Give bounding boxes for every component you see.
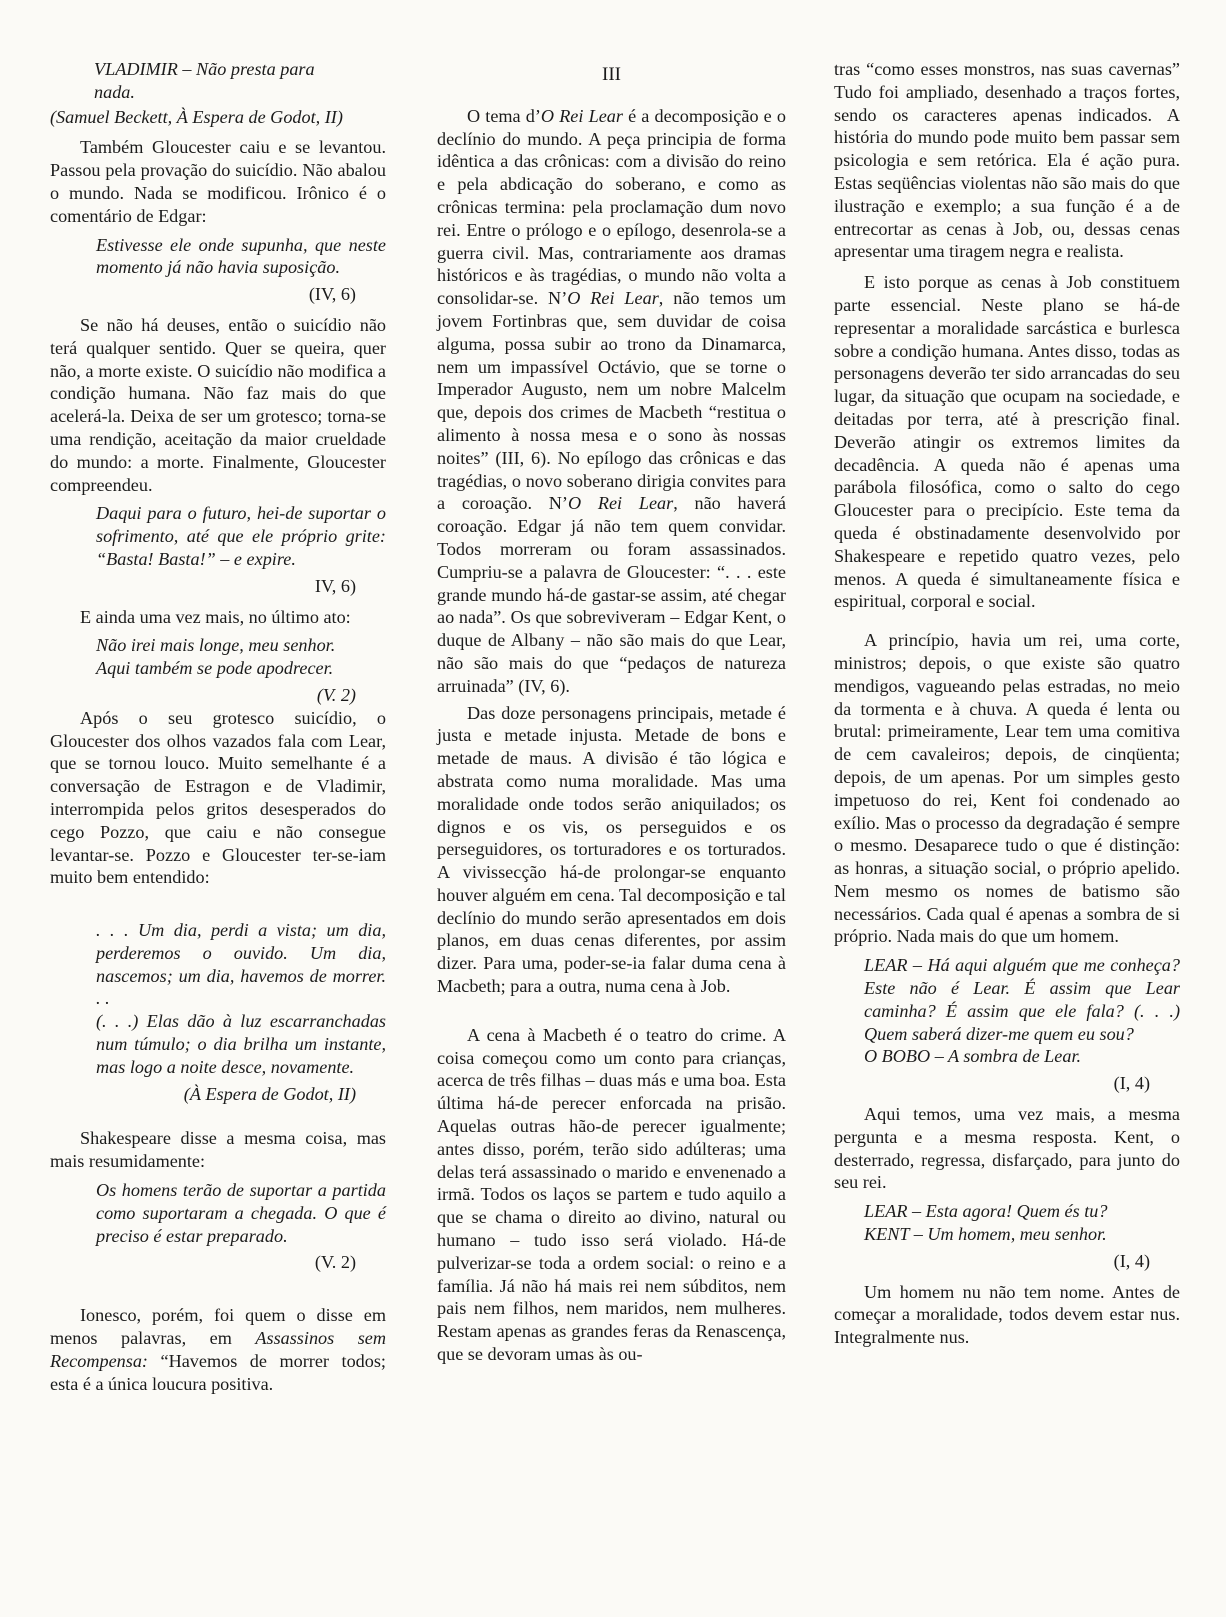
section-heading: III (602, 64, 621, 85)
paragraph: Se não há deuses, então o suicídio não terá qualquer sentido. Quer se queira, quer não, a morte existe. O suicídio não modifica a condição humana. Não faz mais do que acelerá-la. Deixa de ser um grotesco; torna-se uma rendição, aceitação da maior crueldade do mundo: a morte. Finalmente, Gloucester compreendeu. (50, 314, 386, 495)
text-run-italic: O Rei Lear (540, 105, 623, 126)
text-run: , não haverá coroação. Edgar já não tem quem convidar. Todos morreram ou foram assassinados. Cumpriu-se a palavra de Gloucester: “. . . este grande mundo há-de gastar-se assim, até chegar ao nada”. Os que sobreviveram – Edgar Kent, o duque de Albany – não são mais do que Lear, não são mais do que “pedaços de natureza arruinada” (IV, 6). (437, 493, 786, 696)
paragraph: A cena à Macbeth é o teatro do crime. A coisa começou como um conto para crianças, acerca de três filhas – duas más e uma boa. Esta última há-de perecer enforcada na prisão. Aquelas outras hão-de perecer igualmente; antes disso, porém, terão sido adúlteras; uma delas terá assassinado o marido e envenenado a irmã. Todos os laços se partem e tudo aquilo a que se chama o direito ao divino, natural ou humano – tudo isso será violado. Há-de pulverizar-se toda a ordem social: o reino e a família. Já não há mais rei nem súbditos, nem pais nem filhos, nem maridos, nem mulheres. Restam apenas as grandes feras da Renascença, que se devoram umas às ou- (437, 1024, 786, 1365)
epigraph (50, 58, 386, 104)
citation: (À Espera de Godot, II) (183, 1083, 356, 1104)
text-run: , não temos um jovem Fortinbras que, sem duvidar de coisa alguma, possa subir ao trono da Dinamarca, nem um impassível Octávio, que se torne o Imperador Augusto, nem um nobre Malcelm que, depois dos crimes de Macbeth “restitua o alimento à nossa mesa e o sono às nossas noites” (III, 6). No epílogo das crônicas e das tragédias, o novo soberano dirigia convites para a coroação. N’ (437, 288, 786, 514)
paragraph: E isto porque as cenas à Job constituem parte essencial. Neste plano se há-de representar a moralidade sarcástica e burlesca sobre a condição humana. Antes disso, todas as personagens deverão ter sido arrancadas do seu lugar, da situação que ocupam na sociedade, e deitadas por terra, até à prescrição final. Deverão atingir os extremos limites da decadência. A queda não é apenas uma parábola filosófica, como o salto do cego Gloucester para o precipício. Este tema da queda é obstinadamente desenvolvido por Shakespeare e repetido quatro vezes, pelo menos. A queda é simultaneamente física e espiritual, corporal e social. (834, 272, 1180, 612)
quote (96, 634, 386, 680)
text-run-italic: O Rei Lear (567, 493, 674, 514)
citation: IV, 6) (314, 575, 356, 596)
quote-line: Aqui também se pode apodrecer. (96, 658, 334, 679)
column-right (834, 58, 1180, 1349)
paragraph: Também Gloucester caiu e se levantou. Passou pela provação do suicídio. Não abalou o mundo. Nada se modificou. Irônico é o comentário de Edgar: (50, 137, 386, 226)
epigraph-line: nada. (94, 81, 135, 102)
paragraph (50, 1304, 386, 1395)
quote (864, 954, 1180, 1068)
quote-line: . . . Um dia, perdi a vista; um dia, perderemos o ouvido. Um dia, nascemos; um dia, havemos de morrer. . . (96, 920, 386, 1009)
paragraph: Um homem nu não tem nome. Antes de começar a moralidade, todos devem estar nus. Integralmente nus. (834, 1281, 1180, 1348)
quote: Os homens terão de suportar a partida como suportaram a chegada. O que é preciso é estar preparado. (96, 1180, 386, 1246)
quote-line: KENT – Um homem, meu senhor. (864, 1224, 1107, 1245)
citation: (V. 2) (316, 684, 356, 705)
quote-line: LEAR – Esta agora! Quem és tu? (864, 1201, 1108, 1222)
quote: Daqui para o futuro, hei-de suportar o sofrimento, até que ele próprio grite: “Basta! Basta!” – e expire. (96, 503, 386, 569)
epigraph-source: (Samuel Beckett, À Espera de Godot, II) (50, 106, 343, 127)
quote (864, 1200, 1180, 1246)
paragraph: tras “como esses monstros, nas suas cavernas” Tudo foi ampliado, desenhado a traços fortes, sendo os caracteres apenas indicados. A história do mundo pode muito bem passar sem psicologia e sem retórica. Ela é ação pura. Estas seqüências violentas não são mais do que ilustração e exemplo; a sua função é a de entrecortar as cenas à Job, ou, dessas cenas apresentar uma tiragem negra e realista. (834, 59, 1180, 262)
citation: (IV, 6) (308, 284, 356, 305)
paragraph: Das doze personagens principais, metade é justa e metade injusta. Metade de bons e metade de maus. A divisão é tão lógica e abstrata como numa moralidade. Mas uma moralidade onde todos serão aniquilados; os dignos e os vis, os perseguidos e os perseguidores, os torturadores e os torturados. A vivissecção há-de prolongar-se enquanto houver alguém em cena. Tal decomposição e tal declínio do mundo serão apresentados em dois planos, em duas cenas diferentes, por assim dizer. Para uma, poder-se-ia falar duma cena à Macbeth; para a outra, numa cena à Job. (437, 702, 786, 997)
text-run: é a decomposição e o declínio do mundo. A peça principia de forma idêntica a das crônicas: com a divisão do reino e pela abdicação do soberano, e como as crônicas termina: pela proclamação dum novo rei. Entre o prólogo e o epílogo, desenrola-se a guerra civil. Mas, contrariamente aos dramas históricos e às tragédias, o mundo não volta a consolidar-se. N’ (437, 105, 786, 309)
column-middle (437, 58, 786, 1366)
paragraph: Após o seu grotesco suicídio, o Gloucester dos olhos vazados fala com Lear, que se tornou louco. Muito semelhante é a conversação de Estragon e de Vladimir, interrompida pelos gritos desesperados do cego Pozzo, que caiu e não consegue levantar-se. Pozzo e Gloucester ter-se-iam muito bem entendido: (50, 707, 386, 888)
quote-line: Não irei mais longe, meu senhor. (96, 635, 336, 656)
citation: (V. 2) (314, 1252, 356, 1273)
quote-line: O BOBO – A sombra de Lear. (864, 1046, 1082, 1067)
quote (96, 919, 386, 1079)
paragraph: E ainda uma vez mais, no último ato: (80, 606, 351, 627)
quote-line: (. . .) Elas dão à luz escarranchadas num túmulo; o dia brilha um instante, mas logo a noite desce, novamente. (96, 1011, 386, 1077)
text-run-italic: Assassinos sem Recompensa: (50, 1328, 387, 1371)
epigraph-line: VLADIMIR – Não presta para (94, 59, 315, 79)
column-left (50, 58, 386, 1395)
paragraph: Aqui temos, uma vez mais, a mesma pergunta e a mesma resposta. Kent, o desterrado, regressa, disfarçado, para junto do seu rei. (834, 1104, 1180, 1193)
quote-line: LEAR – Há aqui alguém que me conheça? Este não é Lear. É assim que Lear caminha? É assim que ele fala? (. . .) Quem saberá dizer-me quem eu sou? (864, 955, 1180, 1044)
text-run: O tema d’ (467, 105, 541, 126)
text-run-italic: O Rei Lear (567, 288, 659, 309)
quote: Estivesse ele onde supunha, que neste momento já não havia suposição. (96, 234, 386, 278)
text-run: Ionesco, porém, foi quem o disse em menos palavras, em (50, 1305, 386, 1349)
text-run: “Havemos de morrer todos; esta é a única loucura positiva. (50, 1350, 386, 1394)
citation: (I, 4) (1113, 1073, 1150, 1094)
paragraph: Shakespeare disse a mesma coisa, mas mais resumidamente: (50, 1128, 386, 1172)
citation: (I, 4) (1113, 1250, 1150, 1271)
paragraph (437, 105, 786, 698)
paragraph: A princípio, havia um rei, uma corte, ministros; depois, o que existe são quatro mendigos, vagueando pelas estradas, no meio da tormenta e à chuva. A queda é lenta ou brutal: primeiramente, Lear tem uma comitiva de cem cavaleiros; depois, de cinqüenta; depois, de um apenas. Por um simples gesto impetuoso do rei, Kent foi condenado ao exílio. Mas o processo da degradação é sempre o mesmo. Desaparece tudo o que é distinção: as honras, a situação social, o próprio apelido. Nem mesmo os nomes de batismo são necessários. Cada qual é apenas a sombra de si próprio. Nada mais do que um homem. (834, 630, 1180, 947)
